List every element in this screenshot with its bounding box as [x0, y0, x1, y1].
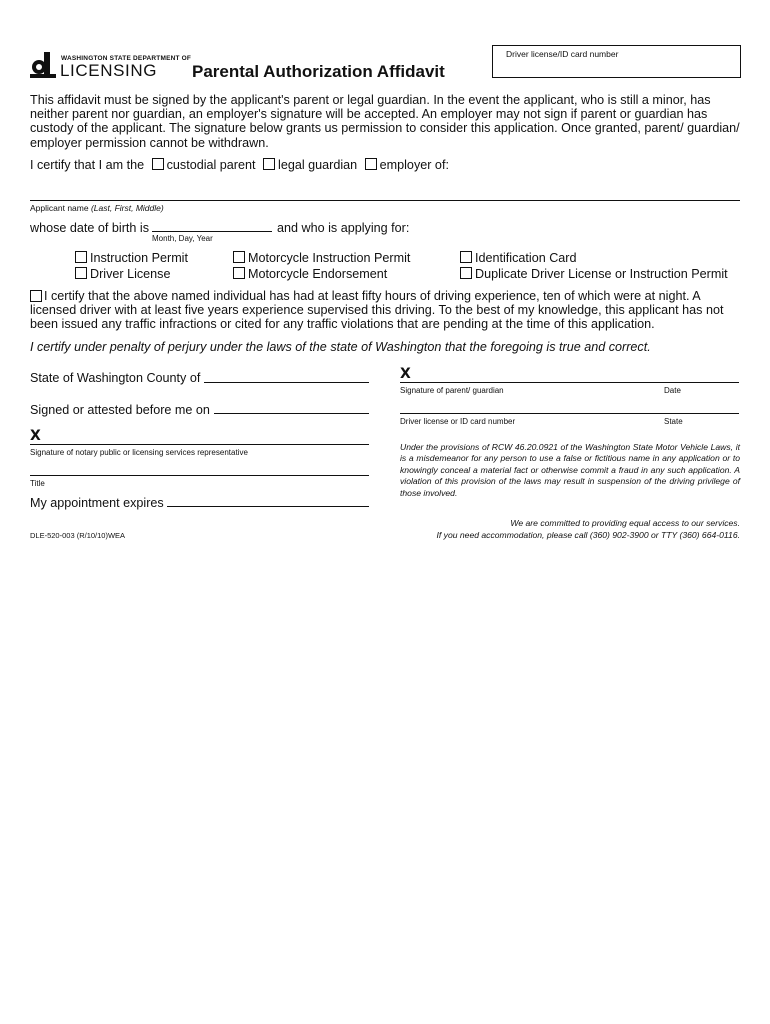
employer-label: employer of: [379, 158, 449, 172]
custodial-parent-label: custodial parent [166, 158, 256, 172]
driver-license-checkbox[interactable] [75, 267, 87, 279]
option-instruction-permit[interactable] [75, 251, 188, 265]
applicant-name-hint: (Last, First, Middle) [90, 203, 164, 213]
perjury-statement: I certify under penalty of perjury under the laws of the state of Washington that the foregoing is true and correct. [30, 340, 651, 354]
attested-date-line[interactable] [214, 413, 369, 414]
motorcycle-instruction-permit-checkbox[interactable] [233, 251, 245, 263]
custodial-parent-checkbox[interactable] [152, 158, 164, 170]
certify-role-row [30, 158, 449, 172]
identification-card-label: Identification Card [475, 251, 577, 265]
driver-license-label: Driver License [90, 267, 171, 281]
option-duplicate-license[interactable] [460, 267, 728, 281]
identification-card-checkbox[interactable] [460, 251, 472, 263]
title-line[interactable] [30, 475, 369, 476]
form-title: Parental Authorization Affidavit [192, 62, 445, 81]
access-statement-1: We are committed to providing equal access to our services. [510, 518, 740, 528]
employer-checkbox[interactable] [365, 158, 377, 170]
parent-signature-line[interactable] [400, 382, 739, 383]
agency-name: LICENSING [60, 61, 158, 80]
parent-dl-label: Driver license or ID card number [400, 417, 516, 426]
access-statement-2: If you need accommodation, please call (360) 902-3900 or TTY (360) 664-0116. [436, 530, 740, 540]
dob-hint: Month, Day, Year [152, 234, 213, 243]
dob-lead: whose date of birth is [30, 221, 150, 235]
rcw-notice: Under the provisions of RCW 46.20.0921 of the Washington State Motor Vehicle Laws, it is a misdemeanor for any person to use a false or fictitious name in any application or to knowingly conceal a material fact or otherwise commit a fraud in any such application. A violation of this provision of the laws may result in suspension of the driving privilege of those involved. [400, 442, 740, 498]
notary-signature-line[interactable] [30, 444, 369, 445]
parent-signature-label: Signature of parent/ guardian [400, 386, 504, 395]
applicant-name-label: Applicant name [30, 203, 89, 213]
dl-number-field[interactable] [492, 45, 741, 78]
state-label: State [664, 417, 683, 426]
agency-line: WASHINGTON STATE DEPARTMENT OF [61, 55, 192, 62]
dob-trail: and who is applying for: [277, 221, 410, 235]
instruction-permit-checkbox[interactable] [75, 251, 87, 263]
parent-x-mark: X [400, 366, 411, 382]
experience-cert-text: I certify that the above named individual has had at least fifty hours of driving experience, ten of which were at night. A licensed driver with at least five years experience supervised this driving. To the best of my knowledge, this applicant has not been issued any traffic infractions or cited for any traffic violations that are pending at the time of this application. [30, 289, 724, 332]
title-label: Title [30, 479, 45, 488]
motorcycle-endorsement-label: Motorcycle Endorsement [248, 267, 388, 281]
county-line[interactable] [204, 382, 369, 383]
dol-logo-icon [30, 52, 56, 78]
option-motorcycle-endorsement[interactable] [233, 267, 387, 281]
duplicate-license-label: Duplicate Driver License or Instruction Permit [475, 267, 728, 281]
motorcycle-endorsement-checkbox[interactable] [233, 267, 245, 279]
applicant-name-line[interactable] [30, 200, 740, 201]
legal-guardian-checkbox[interactable] [263, 158, 275, 170]
motorcycle-instruction-permit-label: Motorcycle Instruction Permit [248, 251, 411, 265]
form-number: DLE-520-003 (R/10/10)WEA [30, 531, 126, 540]
dl-number-field-label: Driver license/ID card number [506, 49, 619, 59]
option-identification-card[interactable] [460, 251, 577, 265]
attested-label: Signed or attested before me on [30, 403, 210, 417]
state-county-label: State of Washington County of [30, 371, 201, 385]
option-driver-license[interactable] [75, 267, 171, 281]
notary-signature-label: Signature of notary public or licensing services representative [30, 448, 248, 457]
option-motorcycle-instruction-permit[interactable] [233, 251, 410, 265]
notary-x-mark: X [30, 428, 41, 444]
date-label: Date [664, 386, 681, 395]
appointment-label: My appointment expires [30, 496, 164, 510]
applicant-name-label-row [30, 203, 164, 213]
agency-logo [30, 52, 56, 78]
appointment-line[interactable] [167, 506, 369, 507]
dob-line[interactable] [152, 231, 272, 232]
certify-role-lead: I certify that I am the [30, 158, 145, 172]
legal-guardian-label: legal guardian [278, 158, 358, 172]
intro-paragraph: This affidavit must be signed by the applicant's parent or legal guardian. In the event the applicant, who is still a minor, has neither parent nor guardian, an employer's signature will be accepted. An employer may not sign if parent or guardian has custody of the applicant. The signature below grants us permission to consider this application. Once granted, parent/ guardian/ employer permission cannot be withdrawn. [30, 93, 740, 150]
parent-dl-line[interactable] [400, 413, 739, 414]
duplicate-license-checkbox[interactable] [460, 267, 472, 279]
instruction-permit-label: Instruction Permit [90, 251, 188, 265]
